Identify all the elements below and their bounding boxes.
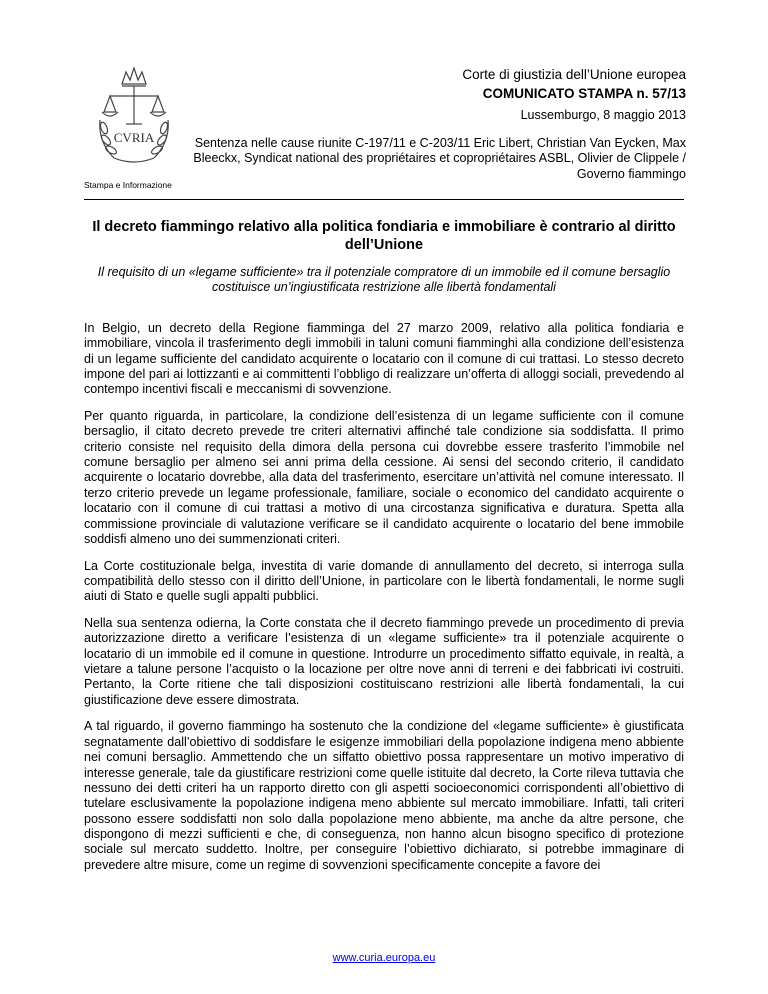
header-divider (84, 199, 684, 200)
paragraph: Per quanto riguarda, in particolare, la condizione dell’esistenza di un legame sufficiente con il comune bersaglio, il citato decreto prevede tre criteri alternativi affinché tale condizione sia soddisfatta. Il primo criterio consiste nel requisito della dimora della persona cui dovrebbe essere trasferito l’immobile nel comune bersaglio per almeno sei anni prima della cessione. Ai sensi del secondo criterio, il candidato acquirente o locatario dovrebbe, alla data del trasferimento, esercitare un’attività nel comune interessato. Il terzo criterio prevede un legame professionale, familiare, sociale o economico del candidato acquirente o locatario con il comune di cui trattasi a motivo di una circostanza significativa e duratura. Spetta alla commissione provinciale di valutazione verificare se il candidato acquirente o locatario del bene immobile soddisfi almeno uno dei summenzionati criteri. (84, 409, 684, 546)
curia-logo-icon (84, 62, 184, 172)
paragraph: La Corte costituzionale belga, investita di varie domande di annullamento del decreto, si interroga sulla compatibilità dello stesso con il diritto dell’Unione, in particolare con le libertà fondamentali, le norme sugli aiuti di Stato e quelle sugli appalti pubblici. (84, 558, 684, 604)
body-text (84, 321, 684, 884)
paragraph: In Belgio, un decreto della Regione fiamminga del 27 marzo 2009, relativo alla politica fondiaria e immobiliare, vincola il trasferimento degli immobili in taluni comuni fiamminghi alla condizione dell’esistenza di un legame sufficiente del candidato acquirente o locatario con il comune di cui trattasi. Lo stesso decreto impone del pari ai lottizzanti e ai committenti l’obbligo di realizzare un’offerta di alloggi sociali, prevedendo al contempo incentivi fiscali e meccanismi di sovvenzione. (84, 321, 684, 397)
case-reference: Sentenza nelle cause riunite C-197/11 e C-203/11 Eric Libert, Christian Van Eycken, Max Bleeckx, Syndicat national des propriétaires et copropriétaires ASBL, Olivier de Clippele / Governo fiammingo (193, 136, 686, 181)
logo-text: CVRIA (113, 130, 155, 145)
place-date: Lussemburgo, 8 maggio 2013 (520, 108, 686, 122)
press-release-subtitle: Il requisito di un «legame sufficiente» tra il potenziale compratore di un immobile ed il comune bersaglio costituisce un’ingiustificata restrizione alle libertà fondamentali (97, 265, 671, 295)
paragraph: A tal riguardo, il governo fiammingo ha sostenuto che la condizione del «legame sufficiente» è giustificata segnatamente dall’obiettivo di soddisfare le esigenze immobiliari della popolazione indigena meno abbiente nei comuni bersaglio. Ammettendo che un siffatto obiettivo possa rappresentare un motivo imperativo di interesse generale, tale da giustificare restrizioni come quelle istituite dal decreto, la Corte rileva tuttavia che nessuno dei detti criteri ha un rapporto diretto con gli aspetti socioeconomici corrispondenti all’obiettivo di tutelare esclusivamente la popolazione indigena meno abbiente sul mercato immobiliare. Infatti, tali criteri possono essere soddisfatti non solo dalla popolazione meno abbiente, ma anche da altre persone, che dispongono di mezzi sufficienti e che, di conseguenza, non hanno alcun bisogno specifico di protezione sociale sul mercato suddetto. Inoltre, per conseguire l’obiettivo dichiarato, si potrebbe immaginare di prevedere altre misure, come un regime di sovvenzioni specificamente concepite a favore dei (84, 719, 684, 872)
department-label: Stampa e Informazione (84, 180, 172, 190)
press-release-title: Il decreto fiammingo relativo alla politica fondiaria e immobiliare è contrario al diritto dell’Unione (92, 219, 676, 253)
communique-number: COMUNICATO STAMPA n. 57/13 (482, 86, 686, 101)
footer-link[interactable]: www.curia.europa.eu (332, 952, 436, 964)
court-name: Corte di giustizia dell’Unione europea (462, 67, 686, 82)
paragraph: Nella sua sentenza odierna, la Corte constata che il decreto fiammingo prevede un procedimento di previa autorizzazione diretto a verificare l’esistenza di un «legame sufficiente» tra il potenziale acquirente o locatario di un immobile ed il comune in questione. Introdurre un procedimento siffatto equivale, in realtà, a vietare a talune persone l’acquisto o la locazione per oltre nove anni di terreni e dei fabbricati ivi costruiti. Pertanto, la Corte ritiene che tali disposizioni costituiscano restrizioni alle libertà fondamentali, la cui giustificazione deve essere dimostrata. (84, 616, 684, 707)
